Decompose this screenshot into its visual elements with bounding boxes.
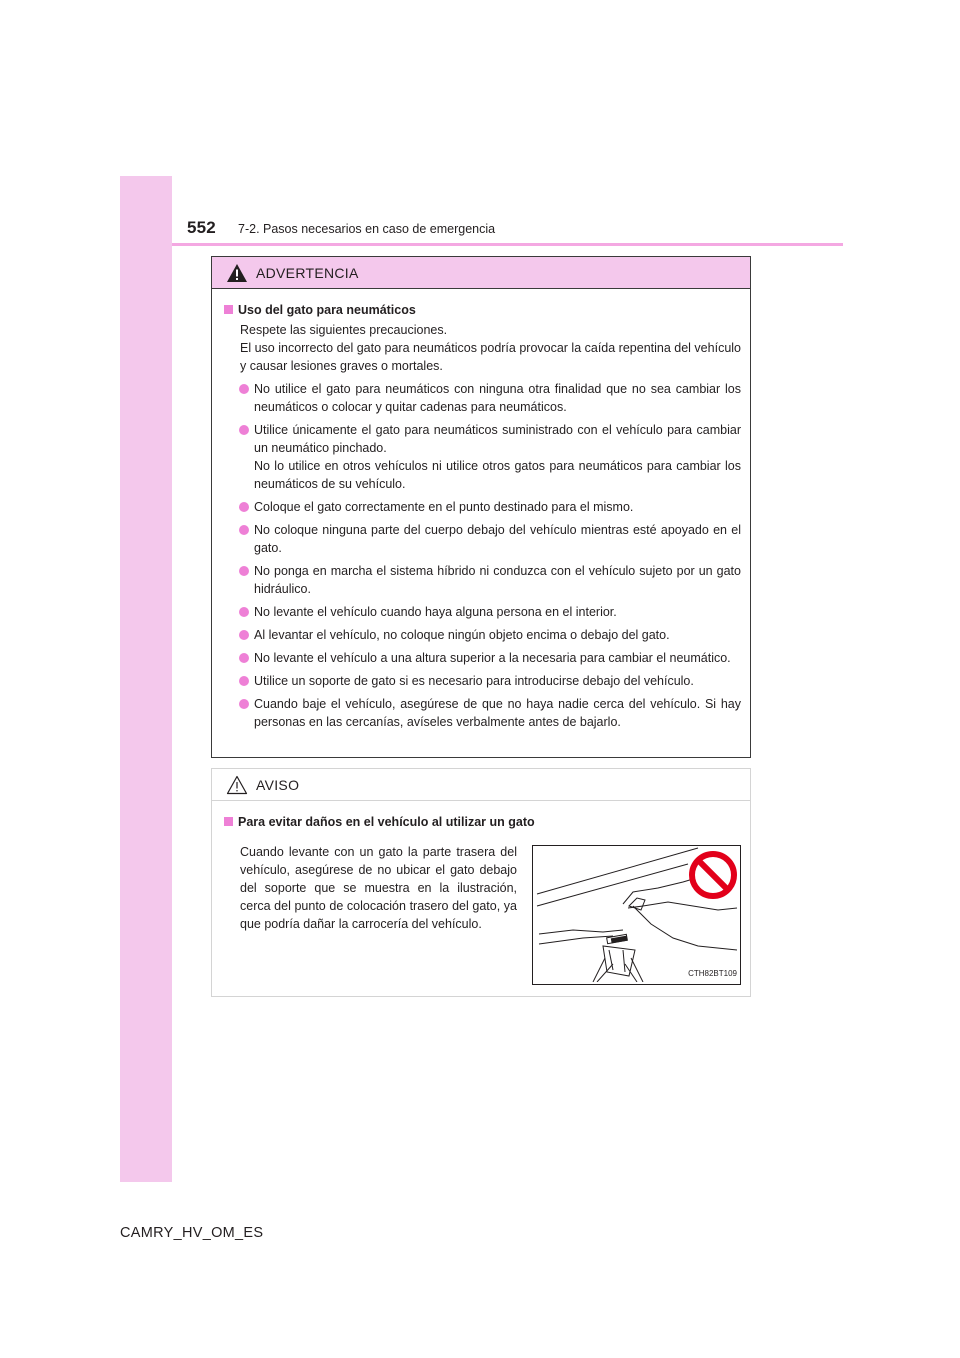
list-item-text: Al levantar el vehículo, no coloque ningún objeto encima o debajo del gato. [254, 628, 670, 642]
bullet-dot-icon [239, 502, 249, 512]
list-item [223, 672, 741, 690]
warning-body [212, 289, 750, 731]
list-item [223, 603, 741, 621]
list-item-text: Utilice únicamente el gato para neumáticos suministrado con el vehículo para cambiar un neumático pinchado. [254, 423, 741, 455]
bullet-dot-icon [239, 699, 249, 709]
bullet-dot-icon [239, 425, 249, 435]
page-number: 552 [187, 218, 216, 237]
figure-code: CTH82BT109 [688, 969, 737, 978]
notice-heading [223, 813, 741, 831]
square-bullet-icon [224, 305, 233, 314]
warning-title: ADVERTENCIA [256, 264, 359, 281]
list-item [223, 498, 741, 516]
notice-title: AVISO [256, 776, 300, 793]
list-item-text: No levante el vehículo cuando haya alguna persona en el interior. [254, 605, 617, 619]
notice-content [223, 843, 741, 985]
list-item [223, 421, 741, 493]
list-item-text: No coloque ninguna parte del cuerpo debajo del vehículo mientras esté apoyado en el gato. [254, 523, 741, 555]
warning-bullet-list [223, 380, 741, 731]
notice-text: Cuando levante con un gato la parte trasera del vehículo, asegúrese de no ubicar el gato debajo del soporte que se muestra en la ilustración, cerca del punto de colocación trasero del gato, ya que podría dañar la carrocería del vehículo. [240, 845, 517, 931]
square-bullet-icon [224, 817, 233, 826]
warning-intro-line: Respete las siguientes precauciones. [240, 323, 448, 337]
bullet-dot-icon [239, 566, 249, 576]
list-item-text: No lo utilice en otros vehículos ni utilice otros gatos para neumáticos para cambiar los neumáticos de su vehículo. [254, 459, 741, 491]
warning-header [212, 257, 750, 289]
list-item-text: No levante el vehículo a una altura superior a la necesaria para cambiar el neumático. [254, 651, 731, 665]
notice-body [212, 801, 750, 985]
footer-code: CAMRY_HV_OM_ES [120, 1225, 264, 1241]
section-title: 7-2. Pasos necesarios en caso de emergencia [238, 222, 496, 236]
warning-heading-text: Uso del gato para neumáticos [238, 303, 416, 317]
warning-heading [223, 301, 741, 319]
warning-box [211, 256, 751, 758]
list-item [223, 649, 741, 667]
warning-intro-line: El uso incorrecto del gato para neumáticos podría provocar la caída repentina del vehículo y causar lesiones graves o mortales. [240, 341, 741, 373]
list-item-text: Cuando baje el vehículo, asegúrese de que no haya nadie cerca del vehículo. Si hay personas en las cercanías, avíseles verbalmente antes de bajarlo. [254, 697, 741, 729]
jack-illustration [532, 845, 741, 985]
list-item-text: Coloque el gato correctamente en el punto destinado para el mismo. [254, 500, 634, 514]
list-item [223, 695, 741, 731]
list-item [223, 521, 741, 557]
notice-box [211, 768, 751, 997]
bullet-dot-icon [239, 525, 249, 535]
warning-intro [223, 321, 741, 375]
bullet-dot-icon [239, 653, 249, 663]
bullet-dot-icon [239, 676, 249, 686]
bullet-dot-icon [239, 384, 249, 394]
caution-triangle-icon [226, 775, 248, 795]
bullet-dot-icon [239, 607, 249, 617]
header-rule [172, 243, 843, 246]
prohibition-icon [688, 850, 738, 900]
list-item-text: Utilice un soporte de gato si es necesario para introducirse debajo del vehículo. [254, 674, 694, 688]
notice-heading-text: Para evitar daños en el vehículo al utilizar un gato [238, 815, 535, 829]
warning-triangle-icon [226, 263, 248, 283]
side-tab-strip [120, 176, 172, 1182]
notice-header [212, 769, 750, 801]
list-item [223, 380, 741, 416]
list-item [223, 562, 741, 598]
list-item-text: No utilice el gato para neumáticos con ninguna otra finalidad que no sea cambiar los neumáticos o colocar y quitar cadenas para neumáticos. [254, 382, 741, 414]
list-item [223, 626, 741, 644]
bullet-dot-icon [239, 630, 249, 640]
list-item-text: No ponga en marcha el sistema híbrido ni conduzca con el vehículo sujeto por un gato hidráulico. [254, 564, 741, 596]
